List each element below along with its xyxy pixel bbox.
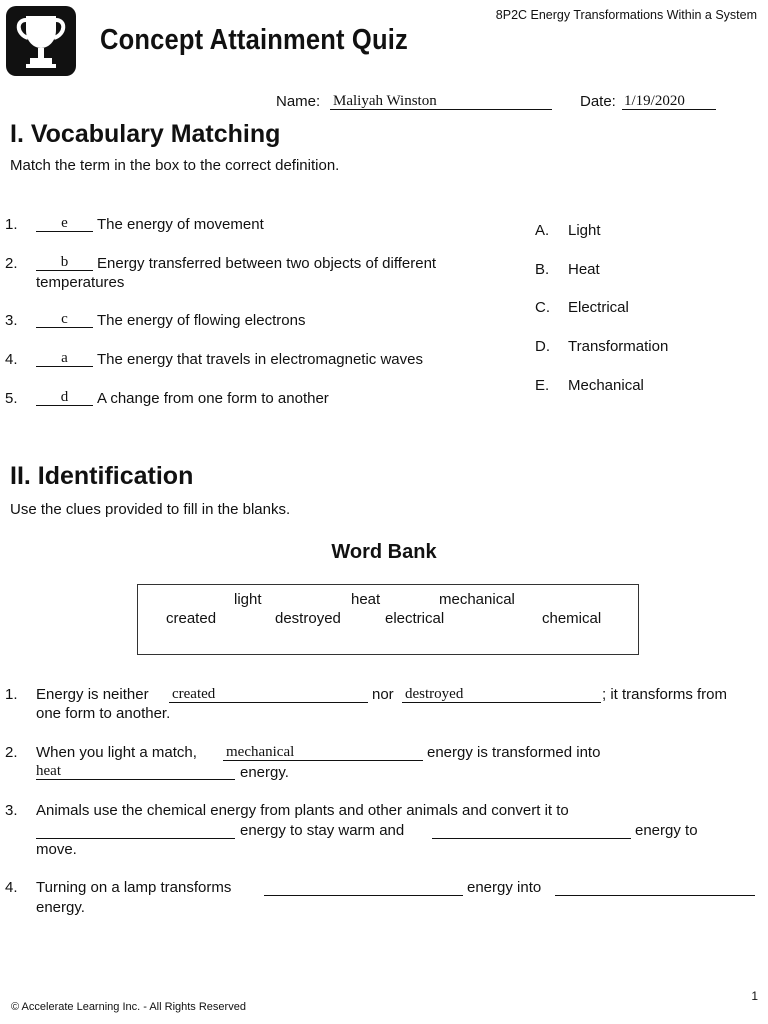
question-text: Energy is neither bbox=[36, 686, 149, 703]
option-label: Light bbox=[568, 222, 601, 239]
question-text: energy to stay warm and bbox=[240, 822, 405, 839]
question-number: 3. bbox=[5, 802, 18, 819]
option-label: Heat bbox=[568, 261, 600, 278]
word-bank-item: chemical bbox=[542, 610, 602, 627]
trophy-icon bbox=[6, 6, 76, 76]
item-definition: Energy transferred between two objects of different bbox=[97, 255, 437, 272]
answer-blank[interactable]: d bbox=[36, 390, 93, 406]
date-field[interactable] bbox=[622, 94, 716, 110]
topic-label: 8P2C Energy Transformations Within a System bbox=[495, 8, 757, 22]
item-definition: A change from one form to another bbox=[97, 390, 329, 407]
option-label: Transformation bbox=[568, 338, 669, 355]
option-letter: C. bbox=[535, 299, 550, 316]
fill-answer: mechanical bbox=[226, 744, 295, 760]
section2-instructions: Use the clues provided to fill in the blanks. bbox=[10, 501, 291, 518]
option-letter: B. bbox=[535, 261, 550, 278]
item-number: 4. bbox=[5, 351, 18, 368]
fill-answer: created bbox=[172, 686, 216, 702]
word-bank-item: electrical bbox=[385, 610, 445, 627]
section2-heading: II. Identification bbox=[10, 462, 194, 490]
item-number: 5. bbox=[5, 390, 18, 407]
item-definition: The energy of flowing electrons bbox=[97, 312, 306, 329]
question-number: 4. bbox=[5, 879, 18, 896]
date-value: 1/19/2020 bbox=[624, 93, 685, 109]
fill-answer: heat bbox=[36, 763, 61, 779]
fill-blank[interactable] bbox=[36, 764, 235, 780]
trophy-logo bbox=[6, 6, 76, 76]
answer-blank[interactable]: b bbox=[36, 255, 93, 271]
question-number: 1. bbox=[5, 686, 18, 703]
question-text: energy is transformed into bbox=[427, 744, 601, 761]
question-text: energy. bbox=[36, 899, 85, 916]
question-text: move. bbox=[36, 841, 77, 858]
fill-blank[interactable] bbox=[432, 823, 631, 839]
option-label: Mechanical bbox=[568, 377, 644, 394]
section1-instructions: Match the term in the box to the correct definition. bbox=[10, 157, 340, 174]
item-number: 1. bbox=[5, 216, 18, 233]
question-text: ; it transforms from bbox=[602, 686, 728, 703]
section1-heading: I. Vocabulary Matching bbox=[10, 120, 281, 148]
question-text: nor bbox=[372, 686, 394, 703]
fill-blank[interactable] bbox=[555, 880, 755, 896]
question-text: When you light a match, bbox=[36, 744, 197, 761]
option-letter: D. bbox=[535, 338, 550, 355]
question-text: energy. bbox=[240, 764, 289, 781]
option-letter: E. bbox=[535, 377, 550, 394]
answer-blank[interactable]: e bbox=[36, 216, 93, 232]
word-bank-item: light bbox=[234, 591, 262, 608]
word-bank-box bbox=[137, 584, 639, 655]
item-number: 3. bbox=[5, 312, 18, 329]
answer-blank[interactable]: c bbox=[36, 312, 93, 328]
word-bank-title: Word Bank bbox=[331, 541, 437, 563]
question-text: energy to bbox=[635, 822, 698, 839]
option-label: Electrical bbox=[568, 299, 629, 316]
item-number: 2. bbox=[5, 255, 18, 272]
option-letter: A. bbox=[535, 222, 550, 239]
item-definition: The energy of movement bbox=[97, 216, 264, 233]
word-bank-item: created bbox=[166, 610, 217, 627]
name-label: Name: bbox=[276, 93, 321, 110]
fill-blank[interactable] bbox=[264, 880, 463, 896]
question-text: Animals use the chemical energy from plants and other animals and convert it to bbox=[36, 802, 569, 819]
name-field[interactable] bbox=[330, 94, 552, 110]
word-bank-item: heat bbox=[351, 591, 381, 608]
item-definition: The energy that travels in electromagnetic waves bbox=[97, 351, 423, 368]
copyright-text: © Accelerate Learning Inc. - All Rights Reserved bbox=[11, 1001, 246, 1013]
word-bank-item: destroyed bbox=[275, 610, 341, 627]
fill-blank[interactable] bbox=[169, 687, 368, 703]
fill-answer: destroyed bbox=[405, 686, 464, 702]
page-number: 1 bbox=[751, 989, 758, 1003]
question-text: Turning on a lamp transforms bbox=[36, 879, 232, 896]
name-value: Maliyah Winston bbox=[333, 93, 437, 109]
fill-blank[interactable] bbox=[36, 823, 235, 839]
answer-blank[interactable]: a bbox=[36, 351, 93, 367]
word-bank-item: mechanical bbox=[439, 591, 515, 608]
page-title: Concept Attainment Quiz bbox=[100, 24, 408, 56]
fill-blank[interactable] bbox=[223, 745, 423, 761]
question-number: 2. bbox=[5, 744, 18, 761]
date-label: Date: bbox=[580, 93, 616, 110]
question-text: energy into bbox=[467, 879, 542, 896]
item-definition-cont: temperatures bbox=[36, 274, 125, 291]
question-text: one form to another. bbox=[36, 705, 171, 722]
fill-blank[interactable] bbox=[402, 687, 601, 703]
